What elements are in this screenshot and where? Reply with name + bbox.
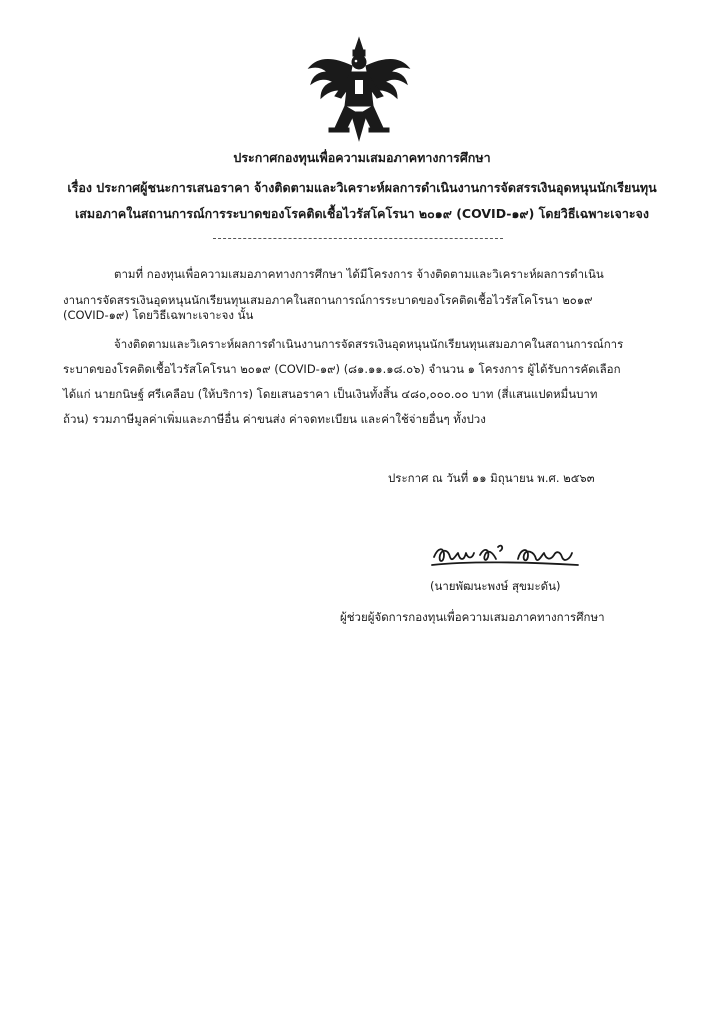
announcement-subject-continued: เสมอภาคในสถานการณ์การระบาดของโรคติดเชื้อไวรัสโคโรนา ๒๐๑๙ (COVID-๑๙) โดยวิธีเฉพาะเจาะจง bbox=[75, 206, 649, 221]
body-paragraph-2-line: ถ้วน) รวมภาษีมูลค่าเพิ่มและภาษีอื่น ค่าขนส่ง ค่าจดทะเบียน และค่าใช้จ่ายอื่นๆ ทั้งปวง bbox=[63, 412, 486, 426]
body-paragraph-1-line: งานการจัดสรรเงินอุดหนุนนักเรียนทุนเสมอภาคในสถานการณ์การระบาดของโรคติดเชื้อไวรัสโคโรนา ๒๐๑๙ bbox=[63, 293, 593, 307]
separator-line bbox=[213, 238, 503, 239]
body-paragraph-1-line: ตามที่ กองทุนเพื่อความเสมอภาคทางการศึกษา ได้มีโครงการ จ้างติดตามและวิเคราะห์ผลการดำเนิน bbox=[114, 267, 604, 281]
body-paragraph-2-line: จ้างติดตามและวิเคราะห์ผลการดำเนินงานการจัดสรรเงินอุดหนุนนักเรียนทุนเสมอภาคในสถานการณ์การ bbox=[114, 337, 624, 351]
handwritten-signature bbox=[428, 535, 588, 573]
body-paragraph-2-line: ได้แก่ นายกนิษฐ์ ศรีเคลือบ (ให้บริการ) โดยเสนอราคา เป็นเงินทั้งสิ้น ๔๘๐,๐๐๐.๐๐ บาท (สี่แสนแปดหมื่นบาท bbox=[63, 387, 598, 401]
signer-name: (นายพัฒนะพงษ์ สุขมะดัน) bbox=[430, 579, 561, 593]
announcement-title: ประกาศกองทุนเพื่อความเสมอภาคทางการศึกษา bbox=[233, 150, 491, 165]
body-paragraph-2-line: ระบาดของโรคติดเชื้อไวรัสโคโรนา ๒๐๑๙ (COVID-๑๙) (๘๑.๑๑.๑๘.๐๖) จำนวน ๑ โครงการ ผู้ได้รับการคัดเลือก bbox=[63, 362, 621, 376]
signer-title: ผู้ช่วยผู้จัดการกองทุนเพื่อความเสมอภาคทางการศึกษา bbox=[340, 610, 605, 624]
announcement-subject: เรื่อง ประกาศผู้ชนะการเสนอราคา จ้างติดตามและวิเคราะห์ผลการดำเนินงานการจัดสรรเงินอุดหนุนนักเรียนทุน bbox=[67, 180, 657, 195]
garuda-emblem-icon bbox=[305, 36, 413, 146]
announcement-date: ประกาศ ณ วันที่ ๑๑ มิถุนายน พ.ศ. ๒๕๖๓ bbox=[388, 471, 595, 485]
body-paragraph-1-line: (COVID-๑๙) โดยวิธีเฉพาะเจาะจง นั้น bbox=[63, 308, 254, 322]
